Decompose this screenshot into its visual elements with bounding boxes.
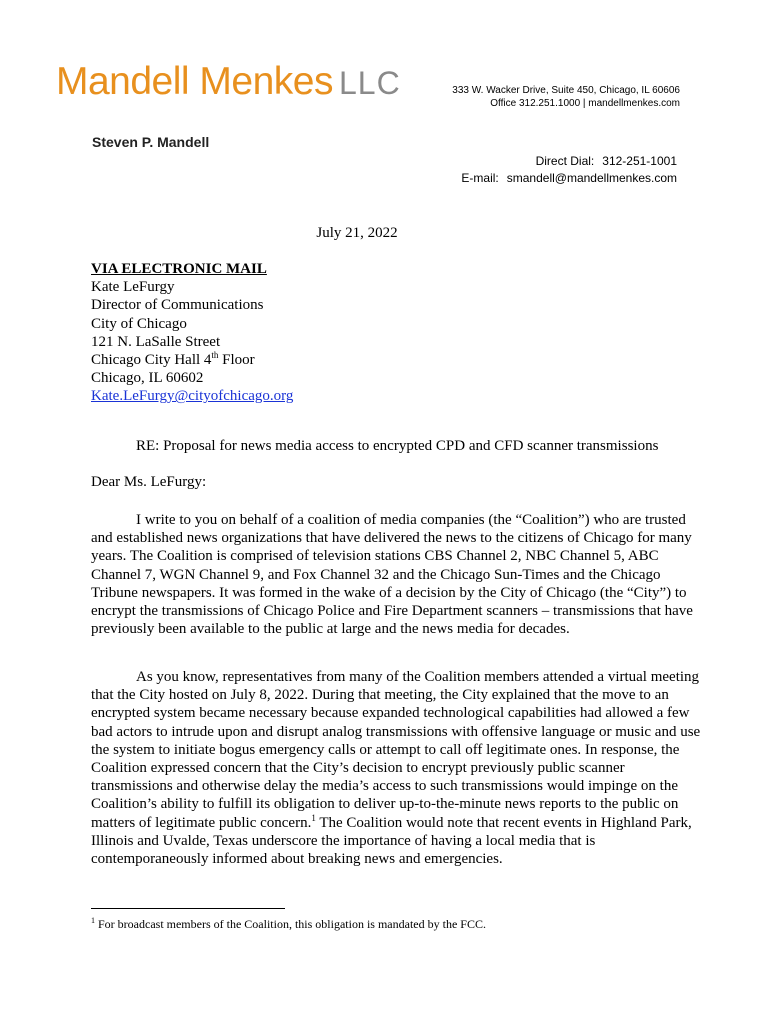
attorney-email: smandell@mandellmenkes.com [506, 171, 677, 185]
subject-line: RE: Proposal for news media access to encrypted CPD and CFD scanner transmissions [136, 438, 659, 454]
attorney-contact-block [461, 153, 677, 187]
recipient-address-block [91, 260, 293, 406]
body-paragraph-1-text: I write to you on behalf of a coalition of media companies (the “Coalition”) who are trusted and established news organizations that have delivered the news to the citizens of Chicago for many years. The Coalition is comprised of television stations CBS Channel 2, NBC Channel 5, ABC Channel 7, WGN Channel 9, and Fox Channel 32 and the Chicago Sun-Times and the Chicago Tribune newspapers. It was formed in the wake of a decision by the City of Chicago (the “City”) to encrypt the transmissions of Chicago Police and Fire Department scanners – transmissions that have previously been available to the public at large and the news media for decades. [91, 512, 693, 638]
firm-logo [56, 62, 401, 101]
footnote-mark: 1 [91, 916, 95, 925]
footnote-text: For broadcast members of the Coalition, this obligation is mandated by the FCC. [95, 917, 486, 931]
footnote-divider [91, 908, 285, 909]
firm-address-block [452, 84, 680, 110]
recipient-building-floor: Floor [218, 352, 255, 369]
letter-date: July 21, 2022 [316, 225, 398, 241]
body-paragraph-2 [91, 668, 707, 868]
email-line [461, 170, 677, 187]
recipient-title: Director of Communications [91, 297, 264, 314]
firm-logo-suffix: LLC [338, 65, 401, 101]
body-paragraph-2-continued: The Coalition would note that recent events in Highland Park, Illinois and Uvalde, Texas underscore the importance of having a local media that is contemporaneously informed about breaking news and emergencies. [91, 814, 692, 868]
firm-logo-name: Mandell Menkes [56, 60, 333, 103]
recipient-building-ordinal: th [211, 350, 219, 361]
firm-street-address: 333 W. Wacker Drive, Suite 450, Chicago, IL 60606 [452, 85, 680, 96]
email-label: E-mail: [461, 171, 499, 185]
recipient-building [91, 351, 293, 369]
recipient-email-link[interactable]: Kate.LeFurgy@cityofchicago.org [91, 388, 294, 405]
direct-dial-number: 312-251-1001 [602, 154, 677, 168]
direct-dial-label: Direct Dial: [535, 154, 595, 168]
attorney-name: Steven P. Mandell [92, 134, 210, 150]
recipient-building-text: Chicago City Hall 4 [91, 352, 212, 369]
salutation: Dear Ms. LeFurgy: [91, 474, 207, 490]
body-paragraph-1 [91, 511, 707, 638]
recipient-name: Kate LeFurgy [91, 279, 175, 296]
firm-office-line: Office 312.251.1000 | mandellmenkes.com [490, 98, 680, 109]
footnote-reference: 1 [311, 812, 316, 823]
footnote [91, 916, 486, 932]
body-paragraph-2-text: As you know, representatives from many of the Coalition members attended a virtual meeting that the City hosted on July 8, 2022. During that meeting, the City explained that the move to an encrypted system became necessary because expanded technological capabilities had allowed a few bad actors to intrude upon and disrupt analog transmissions with offensive language or music and use the system to initiate bogus emergency calls or attempt to call off legitimate ones. In response, the Coalition expressed concern that the City’s decision to encrypt previously public scanner transmissions and otherwise delay the media’s access to such transmissions would impinge on the Coalition’s ability to fulfill its obligation to deliver up-to-the-minute news reports to the public on matters of legitimate public concern. [91, 669, 701, 831]
delivery-method: VIA ELECTRONIC MAIL [91, 261, 267, 277]
recipient-organization: City of Chicago [91, 315, 187, 332]
direct-dial-line [461, 153, 677, 170]
recipient-street: 121 N. LaSalle Street [91, 333, 221, 350]
recipient-city-line: Chicago, IL 60602 [91, 370, 204, 387]
